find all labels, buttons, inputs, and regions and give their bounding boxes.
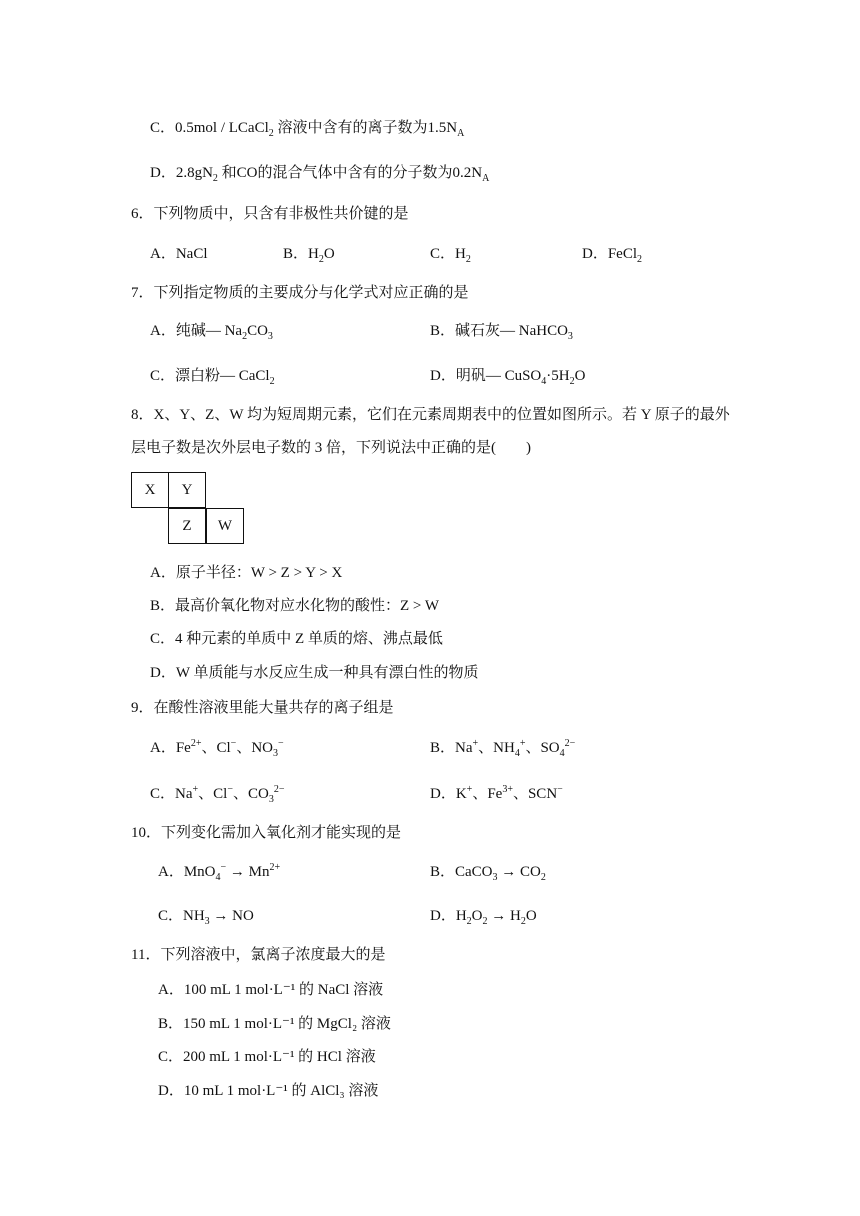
- q11-stem: 11．下列溶液中，氯离子浓度最大的是: [131, 947, 386, 963]
- q5-option-d: D．$2.8gN_2$ 和CO的混合气体中含有的分子数为$0.2N_A$: [150, 165, 490, 184]
- q8-stem-line1: 8．X、Y、Z、W 均为短周期元素，它们在元素周期表中的位置如图所示。若 Y 原子的最外: [131, 407, 730, 423]
- q10-option-c: C．$NH_3$ → NO: [158, 908, 254, 927]
- q8-option-c: C．4 种元素的单质中 Z 单质的熔、沸点最低: [150, 631, 443, 647]
- cell-z: Z: [168, 508, 206, 544]
- q6-option-b: B．$H_2O$: [283, 246, 335, 265]
- q8-option-b: B．最高价氧化物对应水化物的酸性：Z > W: [150, 598, 440, 614]
- q9-stem: 9．在酸性溶液里能大量共存的离子组是: [131, 700, 394, 716]
- q9-option-d: D．K+、$Fe^{3+}$、SCN−: [430, 784, 563, 802]
- q5-option-c: C．0.5mol / LCaCl$_2$ 溶液中含有的离子数为$1.5N_A$: [150, 120, 465, 139]
- q6-stem: 6．下列物质中，只含有非极性共价键的是: [131, 206, 409, 222]
- cell-y: Y: [168, 472, 206, 508]
- q10-option-d: D．$H_2O_2 \to H_2O$: [430, 908, 537, 927]
- q6-option-d: D．FeCl$_2$: [582, 246, 643, 265]
- q11-option-d: D．10 mL 1 mol·L⁻¹ 的 AlCl₃ 溶液: [158, 1083, 379, 1099]
- q11-option-b: B．150 mL 1 mol·L⁻¹ 的 MgCl₂ 溶液: [158, 1016, 391, 1032]
- q7-option-d: D．明矾— $CuSO_4\cdot 5H_2O$: [430, 368, 586, 387]
- q9-option-a: A．$Fe^{2+}$、Cl−、$NO_3^-$: [150, 738, 284, 759]
- q9-option-b: B．Na+、$NH_4^+$、$SO_4^{2-}$: [430, 738, 576, 759]
- q8-option-a: A．原子半径：W > Z > Y > X: [150, 565, 343, 581]
- q6-option-a: A．NaCl: [150, 246, 208, 262]
- q11-option-a: A．100 mL 1 mol·L⁻¹ 的 NaCl 溶液: [158, 982, 384, 998]
- q10-stem: 10．下列变化需加入氧化剂才能实现的是: [131, 825, 402, 841]
- q10-option-a: A．$MnO_4^- \to Mn^{2+}$: [158, 862, 281, 883]
- q7-stem: 7．下列指定物质的主要成分与化学式对应正确的是: [131, 285, 469, 301]
- q11-option-c: C．200 mL 1 mol·L⁻¹ 的 HCl 溶液: [158, 1049, 376, 1065]
- q7-option-a: A．纯碱— $Na_2CO_3$: [150, 323, 273, 342]
- q9-option-c: C．Na+、Cl−、$CO_3^{2-}$: [150, 784, 285, 805]
- cell-x: X: [131, 472, 169, 508]
- cell-w: W: [206, 508, 244, 544]
- q8-option-d: D．W 单质能与水反应生成一种具有漂白性的物质: [150, 665, 479, 681]
- q8-stem-line2: 层电子数是次外层电子数的 3 倍，下列说法中正确的是( ): [131, 440, 531, 456]
- q7-option-c: C．漂白粉— CaCl$_2$: [150, 368, 275, 387]
- q10-option-b: B．CaCO$_3$ → $CO_2$: [430, 864, 546, 883]
- q6-option-c: C．$H_2$: [430, 246, 471, 265]
- q7-option-b: B．碱石灰— NaHCO$_3$: [430, 323, 573, 342]
